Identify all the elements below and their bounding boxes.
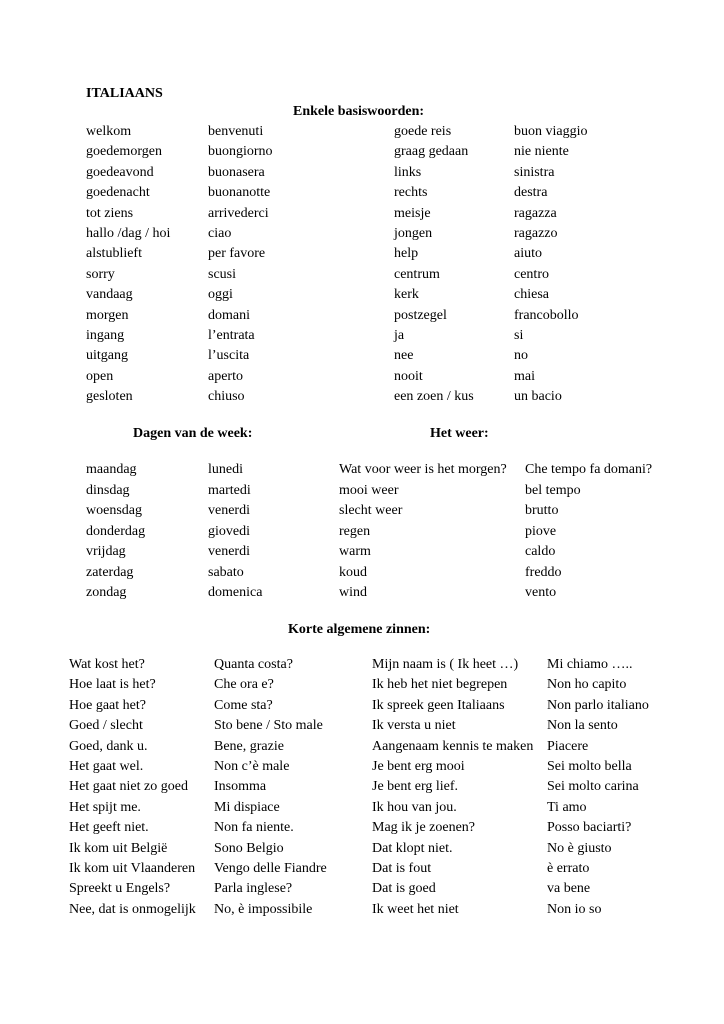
weather-heading: Het weer: xyxy=(430,426,489,441)
phrase-italian: Ti amo xyxy=(547,799,587,815)
phrase-dutch: Mijn naam is ( Ik heet …) xyxy=(372,657,519,672)
basic-word-dutch: open xyxy=(86,368,114,384)
basic-word-dutch: goede reis xyxy=(394,124,452,139)
phrase-dutch: Ik kom uit Vlaanderen xyxy=(69,861,196,876)
day-italian: venerdi xyxy=(208,503,250,518)
phrase-dutch: Ik hou van jou. xyxy=(372,799,457,815)
basic-word-dutch: links xyxy=(394,164,422,180)
phrase-dutch: Goed, dank u. xyxy=(69,738,148,754)
basic-word-italian: si xyxy=(514,328,524,343)
basic-word-dutch: postzegel xyxy=(394,307,447,323)
day-italian: lunedi xyxy=(208,462,243,477)
weather-phrase-dutch: slecht weer xyxy=(339,503,403,518)
basic-word-dutch: goedemorgen xyxy=(86,144,162,160)
phrase-italian: Sono Belgio xyxy=(214,840,284,856)
day-dutch: dinsdag xyxy=(86,482,130,498)
phrase-italian: Come sta? xyxy=(214,697,273,713)
basic-word-italian: sinistra xyxy=(514,164,555,180)
phrase-italian: Vengo delle Fiandre xyxy=(214,861,327,876)
phrase-italian: No è giusto xyxy=(547,840,612,856)
basic-word-dutch: kerk xyxy=(394,287,419,303)
weather-phrase-italian: brutto xyxy=(525,503,559,518)
basic-word-dutch: graag gedaan xyxy=(394,144,469,160)
day-italian: venerdi xyxy=(208,544,250,559)
weather-phrase-dutch: warm xyxy=(339,544,371,559)
phrase-italian: va bene xyxy=(547,881,591,897)
basic-word-italian: scusi xyxy=(208,266,236,282)
basic-word-dutch: ja xyxy=(394,328,405,343)
basic-word-dutch: sorry xyxy=(86,266,115,282)
phrase-dutch: Hoe laat is het? xyxy=(69,677,156,693)
basic-words-heading: Enkele basiswoorden: xyxy=(293,104,425,119)
basic-word-italian: nie niente xyxy=(514,144,569,160)
basic-word-italian: centro xyxy=(514,266,549,282)
basic-word-dutch: hallo /dag / hoi xyxy=(86,226,171,241)
phrase-italian: Quanta costa? xyxy=(214,657,293,672)
day-dutch: woensdag xyxy=(86,503,142,518)
phrase-dutch: Je bent erg mooi xyxy=(372,759,465,774)
basic-word-dutch: tot ziens xyxy=(86,205,134,221)
basic-word-dutch: goedenacht xyxy=(86,185,150,201)
basic-word-dutch: goedeavond xyxy=(86,164,154,180)
basic-word-dutch: alstublieft xyxy=(86,246,142,262)
day-italian: giovedi xyxy=(208,523,250,539)
phrase-italian: Sei molto carina xyxy=(547,779,639,795)
basic-word-dutch: ingang xyxy=(86,328,125,343)
phrase-dutch: Je bent erg lief. xyxy=(372,779,459,795)
basic-word-dutch: meisje xyxy=(394,205,431,221)
basic-word-italian: domani xyxy=(208,307,250,323)
phrase-dutch: Ik kom uit België xyxy=(69,840,168,856)
day-dutch: zondag xyxy=(86,585,127,600)
phrase-italian: Parla inglese? xyxy=(214,881,293,897)
phrase-dutch: Goed / slecht xyxy=(69,718,143,734)
basic-word-italian: oggi xyxy=(208,287,233,303)
weather-phrase-dutch: wind xyxy=(339,585,367,600)
phrase-dutch: Ik versta u niet xyxy=(372,718,456,734)
phrase-dutch: Het gaat wel. xyxy=(69,759,144,774)
phrase-dutch: Dat is goed xyxy=(372,881,436,897)
phrase-dutch: Hoe gaat het? xyxy=(69,697,146,713)
basic-word-italian: chiesa xyxy=(514,287,549,303)
weather-phrase-italian: piove xyxy=(525,523,557,539)
day-dutch: vrijdag xyxy=(86,544,126,559)
basic-word-dutch: nooit xyxy=(394,368,423,384)
basic-word-italian: un bacio xyxy=(514,389,562,405)
day-dutch: maandag xyxy=(86,462,137,477)
phrase-dutch: Het spijt me. xyxy=(69,799,141,815)
basic-word-italian: l’entrata xyxy=(208,328,255,343)
phrase-italian: Posso baciarti? xyxy=(547,820,632,836)
phrase-italian: è errato xyxy=(547,861,590,876)
basic-word-italian: aperto xyxy=(208,368,243,384)
phrase-dutch: Ik weet het niet xyxy=(372,901,459,917)
basic-word-dutch: nee xyxy=(394,348,414,364)
phrase-italian: Che ora e? xyxy=(214,677,274,693)
phrase-dutch: Mag ik je zoenen? xyxy=(372,820,476,836)
basic-word-dutch: vandaag xyxy=(86,287,133,303)
phrase-dutch: Wat kost het? xyxy=(69,657,145,672)
phrase-italian: Mi dispiace xyxy=(214,799,280,815)
phrases-heading: Korte algemene zinnen: xyxy=(288,622,431,637)
day-italian: sabato xyxy=(208,564,244,580)
phrase-italian: Non la sento xyxy=(547,718,618,734)
phrase-dutch: Spreekt u Engels? xyxy=(69,881,171,897)
phrase-italian: Bene, grazie xyxy=(214,738,284,754)
days-heading: Dagen van de week: xyxy=(133,426,253,441)
basic-word-italian: buon viaggio xyxy=(514,124,588,139)
phrase-dutch: Dat klopt niet. xyxy=(372,840,453,856)
day-dutch: donderdag xyxy=(86,523,146,539)
phrase-dutch: Het geeft niet. xyxy=(69,820,149,836)
basic-word-italian: l’uscita xyxy=(208,348,250,364)
basic-word-italian: buonanotte xyxy=(208,185,271,201)
phrase-italian: Non fa niente. xyxy=(214,820,294,836)
phrase-dutch: Het gaat niet zo goed xyxy=(69,779,188,795)
basic-word-dutch: een zoen / kus xyxy=(394,389,474,405)
basic-word-italian: chiuso xyxy=(208,389,245,405)
basic-word-italian: ciao xyxy=(208,226,232,241)
basic-word-dutch: morgen xyxy=(86,307,129,323)
weather-phrase-italian: bel tempo xyxy=(525,482,581,498)
basic-word-italian: ragazza xyxy=(514,205,557,221)
basic-word-dutch: centrum xyxy=(394,266,440,282)
phrase-dutch: Dat is fout xyxy=(372,861,432,876)
basic-word-italian: aiuto xyxy=(514,246,542,262)
basic-word-italian: arrivederci xyxy=(208,205,269,221)
weather-phrase-dutch: regen xyxy=(339,523,371,539)
phrase-italian: Non c’è male xyxy=(214,759,290,774)
document-title: ITALIAANS xyxy=(86,86,163,101)
phrase-italian: No, è impossibile xyxy=(214,901,313,917)
basic-word-italian: francobollo xyxy=(514,307,579,323)
basic-word-dutch: gesloten xyxy=(86,389,133,405)
weather-phrase-italian: vento xyxy=(525,585,557,600)
weather-phrase-dutch: Wat voor weer is het morgen? xyxy=(339,462,507,477)
weather-phrase-dutch: mooi weer xyxy=(339,482,399,498)
basic-word-dutch: help xyxy=(394,246,419,262)
day-italian: domenica xyxy=(208,585,263,600)
day-italian: martedi xyxy=(208,482,251,498)
basic-word-italian: benvenuti xyxy=(208,124,264,139)
phrase-italian: Mi chiamo ….. xyxy=(547,657,633,672)
weather-phrase-italian: caldo xyxy=(525,544,556,559)
day-dutch: zaterdag xyxy=(86,564,134,580)
basic-word-italian: destra xyxy=(514,185,548,201)
phrase-dutch: Nee, dat is onmogelijk xyxy=(69,901,196,917)
basic-word-dutch: uitgang xyxy=(86,348,128,364)
phrase-dutch: Aangenaam kennis te maken xyxy=(372,738,534,754)
phrase-dutch: Ik spreek geen Italiaans xyxy=(372,697,505,713)
basic-word-dutch: welkom xyxy=(86,124,132,139)
phrase-italian: Non ho capito xyxy=(547,677,627,693)
basic-word-italian: ragazzo xyxy=(514,226,558,241)
phrase-italian: Non parlo italiano xyxy=(547,697,649,713)
phrase-italian: Sto bene / Sto male xyxy=(214,718,323,734)
basic-word-italian: buonasera xyxy=(208,164,265,180)
basic-word-italian: no xyxy=(514,348,528,364)
phrase-italian: Piacere xyxy=(547,738,589,754)
weather-phrase-italian: Che tempo fa domani? xyxy=(525,462,653,477)
basic-word-dutch: jongen xyxy=(394,226,433,241)
phrase-dutch: Ik heb het niet begrepen xyxy=(372,677,508,693)
weather-phrase-italian: freddo xyxy=(525,564,562,580)
phrase-italian: Non io so xyxy=(547,901,602,917)
phrase-italian: Insomma xyxy=(214,779,267,795)
weather-phrase-dutch: koud xyxy=(339,564,367,580)
phrase-italian: Sei molto bella xyxy=(547,759,632,774)
basic-word-dutch: rechts xyxy=(394,185,428,201)
basic-word-italian: per favore xyxy=(208,246,266,262)
basic-word-italian: buongiorno xyxy=(208,144,273,160)
basic-word-italian: mai xyxy=(514,368,535,384)
